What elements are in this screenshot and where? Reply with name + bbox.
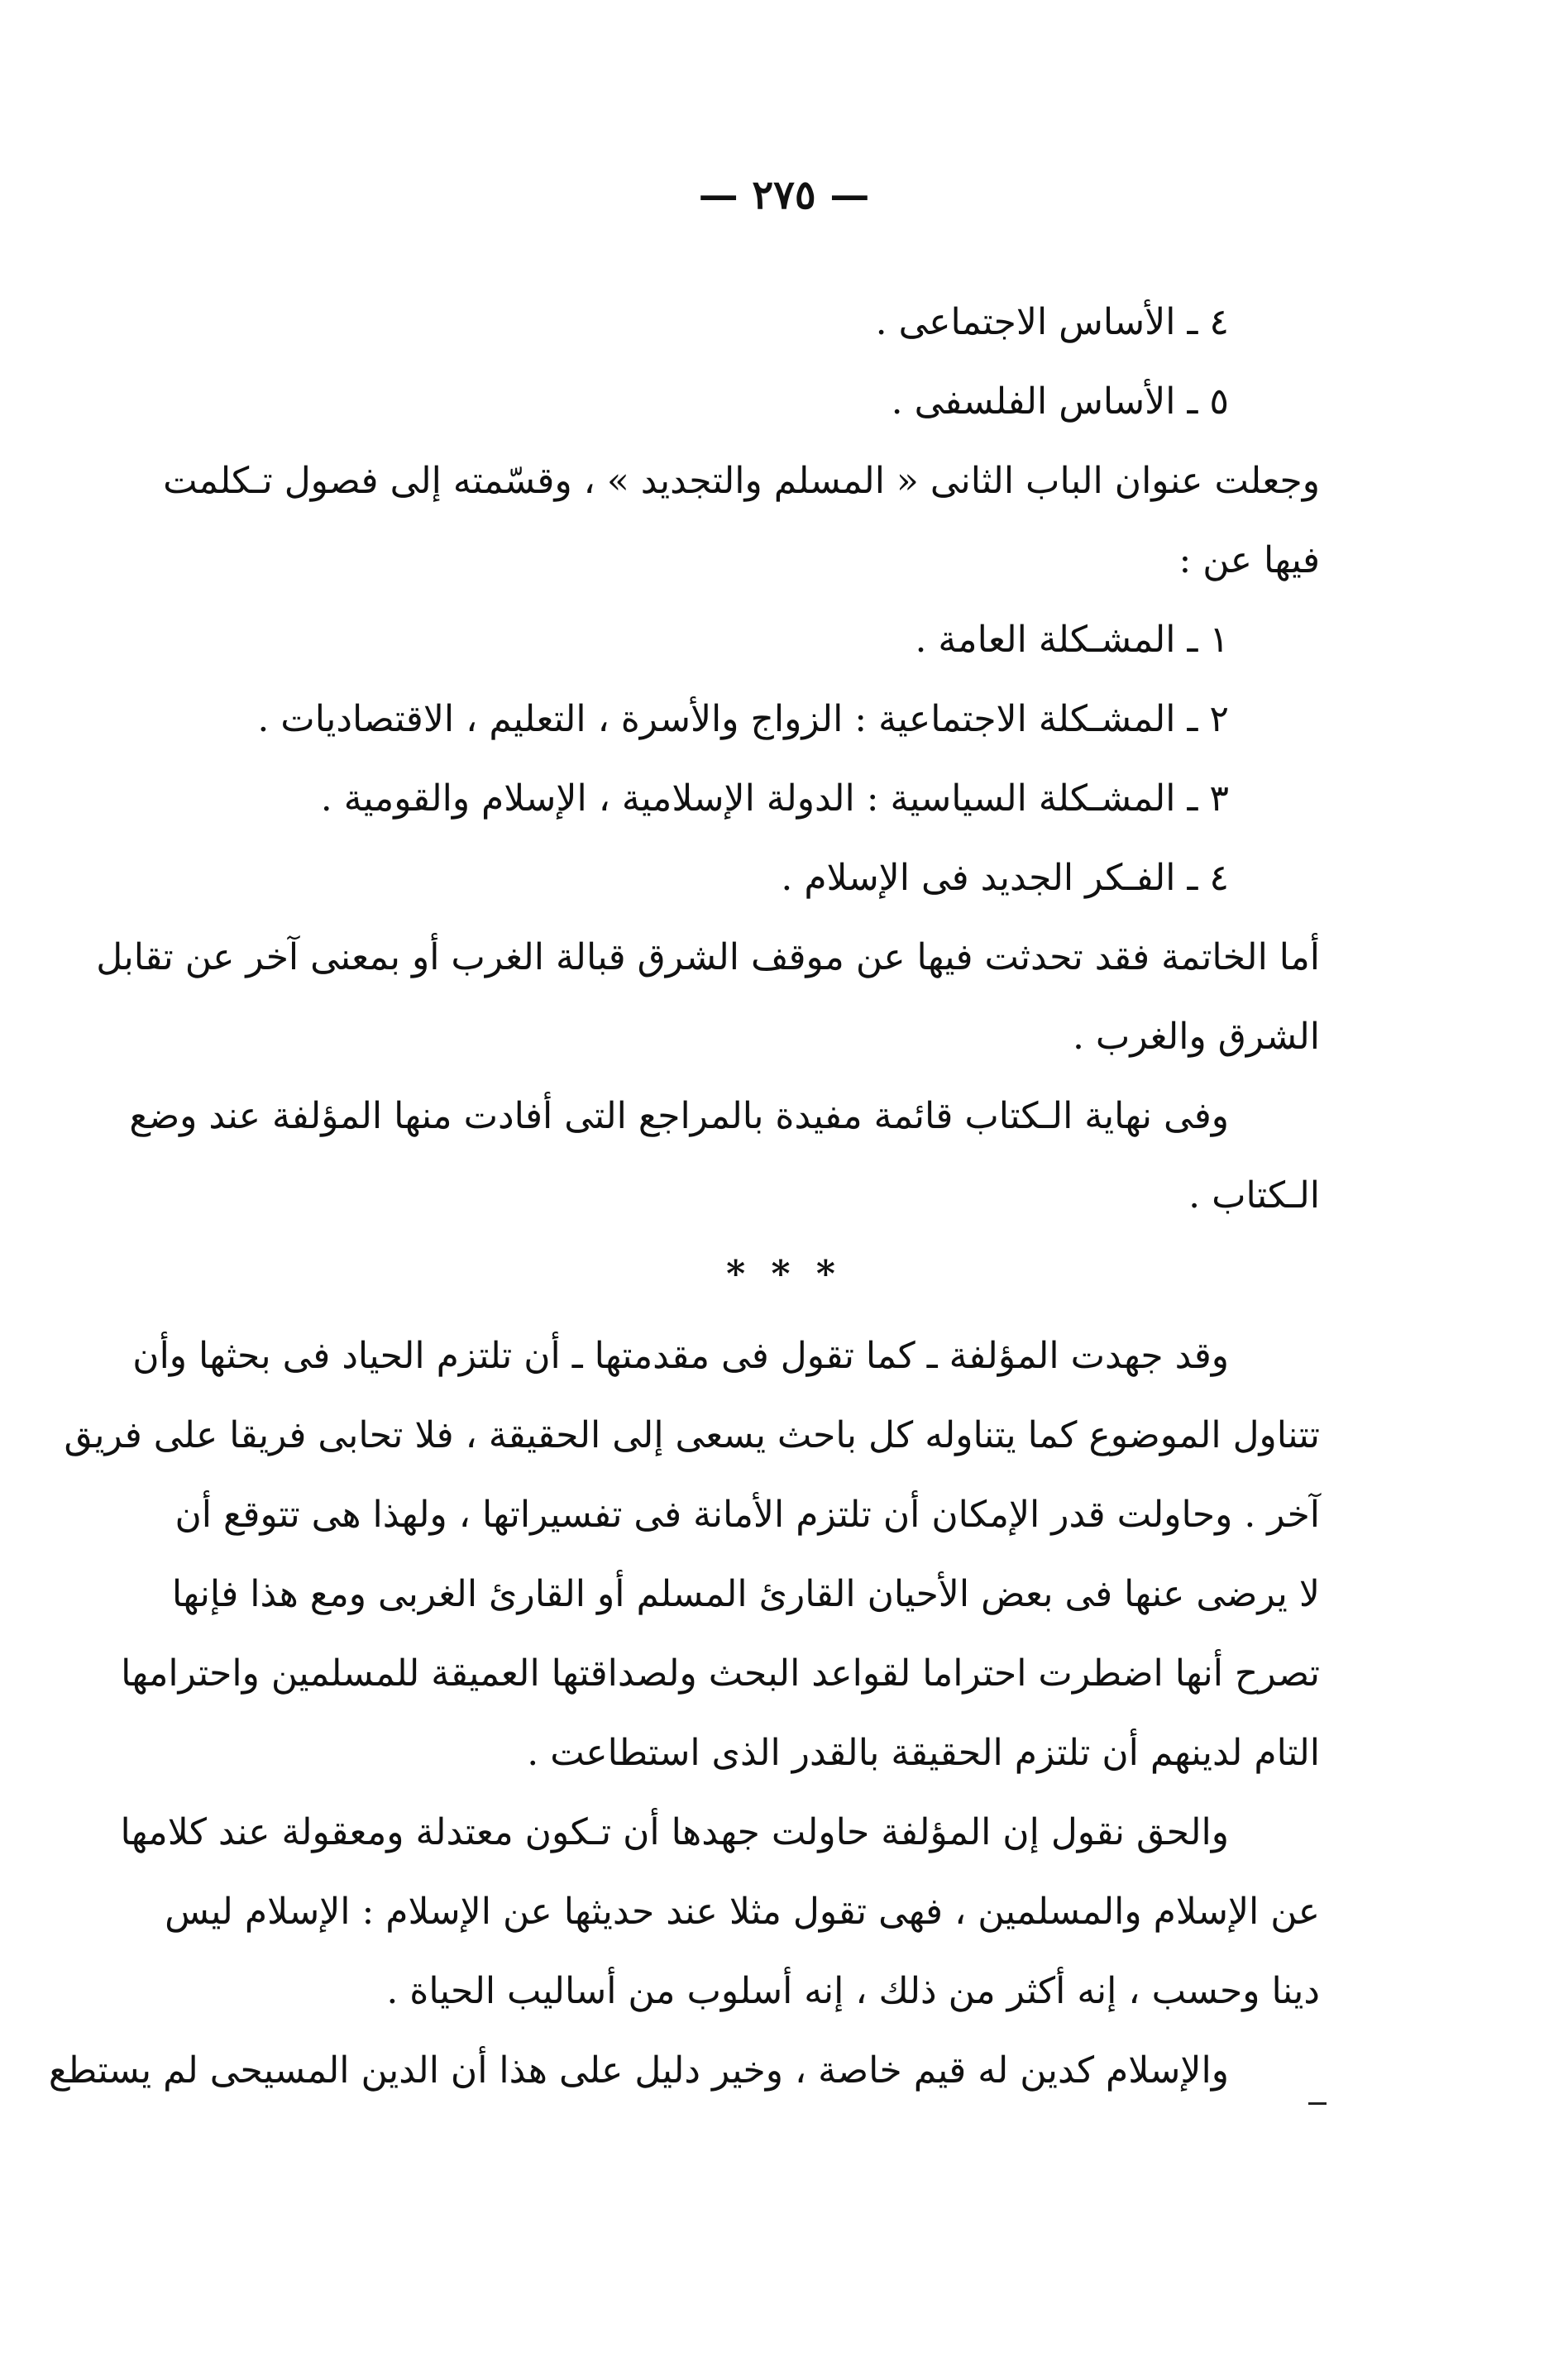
- paragraph-line: تتناول الموضوع كما يتناوله كل باحث يسعى إلى الحقيقة ، فلا تحابى فريقا على فريق: [64, 1414, 1320, 1456]
- paragraph-line: الـكتاب .: [1188, 1174, 1320, 1217]
- paragraph-line: وقد جهدت المؤلفة ـ كما تقول فى مقدمتها ـ أن تلتزم الحياد فى بحثها وأن: [132, 1335, 1229, 1377]
- list-item-political-problem: ٣ ـ المشـكلة السياسية : الدولة الإسلامية ، الإسلام والقومية .: [320, 777, 1229, 820]
- list-item-general-problem: ١ ـ المشـكلة العامة .: [915, 619, 1229, 661]
- paragraph-line: والإسلام كدين له قيم خاصة ، وخير دليل على هذا أن الدين المسيحى لم يستطع: [48, 2049, 1229, 2092]
- paragraph-line: أما الخاتمة فقد تحدثت فيها عن موقف الشرق قبالة الغرب أو بمعنى آخر عن تقابل: [96, 936, 1320, 978]
- paragraph-line: وجعلت عنوان الباب الثانى « المسلم والتجديد » ، وقسّمته إلى فصول تـكلمت: [163, 460, 1320, 502]
- page-number: — ٢٧٥ —: [698, 172, 870, 218]
- paragraph-line: فيها عن :: [1178, 539, 1320, 581]
- section-chapters-list: [96, 283, 1320, 1236]
- list-item-new-thought: ٤ ـ الفـكر الجديد فى الإسلام .: [781, 857, 1229, 899]
- paragraph-line: آخر . وحاولت قدر الإمكان أن تلتزم الأمانة فى تفسيراتها ، ولهذا هى تتوقع أن: [174, 1494, 1320, 1536]
- list-item-social-basis: ٤ ـ الأساس الاجتماعى .: [875, 301, 1229, 343]
- paragraph-line: دينا وحسب ، إنه أكثر من ذلك ، إنه أسلوب من أساليب الحياة .: [386, 1970, 1320, 2012]
- paragraph-line: الشرق والغرب .: [1072, 1016, 1320, 1058]
- section-separator: * * *: [726, 1253, 842, 1295]
- list-item-social-problem: ٢ ـ المشـكلة الاجتماعية : الزواج والأسرة ، التعليم ، الاقتصاديات .: [257, 698, 1229, 740]
- section-author-approach: [48, 1317, 1320, 2111]
- paragraph-line: التام لدينهم أن تلتزم الحقيقة بالقدر الذى استطاعت .: [527, 1732, 1320, 1774]
- list-item-philosophical-basis: ٥ ـ الأساس الفلسفى .: [891, 380, 1229, 423]
- paragraph-line: لا يرضى عنها فى بعض الأحيان القارئ المسلم أو القارئ الغربى ومع هذا فإنها: [171, 1573, 1320, 1615]
- paragraph-line: وفى نهاية الـكتاب قائمة مفيدة بالمراجع التى أفادت منها المؤلفة عند وضع: [129, 1095, 1229, 1137]
- paragraph-line: تصرح أنها اضطرت احتراما لقواعد البحث ولصداقتها العميقة للمسلمين واحترامها: [121, 1652, 1320, 1695]
- paragraph-line: عن الإسلام والمسلمين ، فهى تقول مثلا عند حديثها عن الإسلام : الإسلام ليس: [165, 1891, 1320, 1933]
- paragraph-line: والحق نقول إن المؤلفة حاولت جهدها أن تـكون معتدلة ومعقولة عند كلامها: [120, 1811, 1229, 1853]
- margin-mark: [1308, 2102, 1327, 2105]
